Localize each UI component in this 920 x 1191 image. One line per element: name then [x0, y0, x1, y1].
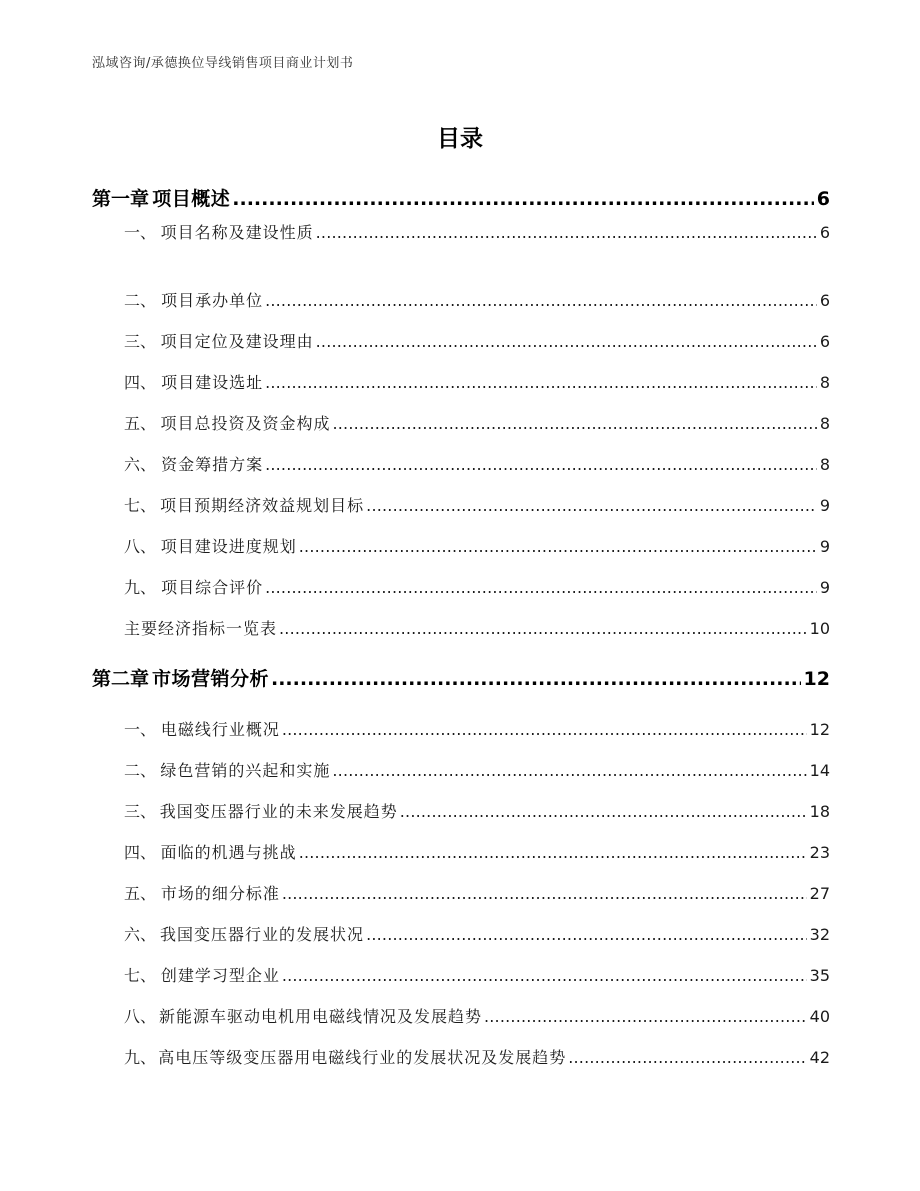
toc-page-number: 6 — [819, 332, 830, 351]
toc-label: 市场营销分析 — [151, 668, 269, 690]
toc-page-number: 6 — [819, 291, 830, 310]
toc-page-number: 12 — [803, 668, 830, 690]
toc-page-number: 8 — [819, 373, 830, 392]
toc-leader — [282, 884, 807, 903]
toc-label: 面临的机遇与挑战 — [160, 843, 297, 862]
toc-page-number: 9 — [819, 537, 830, 556]
toc-leader — [316, 223, 817, 242]
toc-page-number: 6 — [819, 223, 830, 242]
toc-number: 一、 — [124, 720, 157, 739]
toc-label: 市场的细分标准 — [160, 884, 280, 903]
toc-label: 项目建设进度规划 — [160, 537, 297, 556]
toc-page-number: 10 — [809, 619, 830, 638]
toc-leader — [484, 1007, 807, 1026]
toc-section[interactable] — [92, 534, 830, 557]
toc-leader — [265, 291, 817, 310]
toc-label: 新能源车驱动电机用电磁线情况及发展趋势 — [158, 1007, 482, 1026]
toc-page-number: 40 — [809, 1007, 830, 1026]
toc-section[interactable] — [92, 1045, 830, 1068]
toc-chapter-2[interactable] — [92, 664, 830, 691]
toc-leader — [366, 496, 817, 515]
toc-page-number: 23 — [809, 843, 830, 862]
toc-number: 六、 — [124, 455, 157, 474]
toc-leader — [316, 332, 817, 351]
toc-number: 九、 — [124, 1048, 157, 1067]
toc-label: 项目概述 — [152, 188, 231, 210]
toc-page-number: 9 — [819, 578, 830, 597]
toc-label: 项目定位及建设理由 — [160, 332, 314, 351]
toc-number: 九、 — [124, 578, 157, 597]
toc-number: 三、 — [124, 332, 157, 351]
toc-section[interactable] — [92, 799, 830, 822]
page-title: 目录 — [437, 126, 483, 152]
toc-number: 八、 — [124, 1007, 157, 1026]
toc-number: 四、 — [124, 843, 157, 862]
toc-section[interactable] — [92, 575, 830, 598]
toc-section[interactable] — [92, 493, 830, 516]
toc-leader — [299, 537, 817, 556]
toc-label: 电磁线行业概况 — [160, 720, 280, 739]
toc-page-number: 35 — [809, 966, 830, 985]
toc-page-number: 8 — [819, 414, 830, 433]
toc-label: 绿色营销的兴起和实施 — [160, 761, 331, 780]
toc-section[interactable] — [92, 840, 830, 863]
toc-label: 创建学习型企业 — [160, 966, 280, 985]
toc-section[interactable] — [92, 329, 830, 352]
toc-section[interactable] — [92, 220, 830, 243]
toc-leader — [332, 414, 816, 433]
toc-leader — [232, 188, 813, 210]
toc-number: 一、 — [124, 223, 157, 242]
toc-number: 第二章 — [92, 668, 150, 690]
toc-leader — [282, 966, 807, 985]
toc-page-number: 8 — [819, 455, 830, 474]
running-header: 泓域咨询/承德换位导线销售项目商业计划书 — [92, 56, 354, 71]
toc-label: 资金筹措方案 — [161, 455, 264, 474]
toc-label: 项目综合评价 — [161, 578, 264, 597]
toc-label: 项目名称及建设性质 — [160, 223, 314, 242]
toc-section[interactable] — [92, 370, 830, 393]
toc-number: 五、 — [124, 414, 157, 433]
toc-leader — [299, 843, 807, 862]
toc-page-number: 12 — [809, 720, 830, 739]
toc-label: 项目总投资及资金构成 — [160, 414, 331, 433]
toc-label: 项目预期经济效益规划目标 — [160, 496, 365, 515]
toc-leader — [279, 619, 807, 638]
toc-leader — [265, 373, 817, 392]
toc-label: 主要经济指标一览表 — [124, 619, 278, 638]
toc-section[interactable] — [92, 963, 830, 986]
toc-page-number: 32 — [809, 925, 830, 944]
toc-leader — [265, 455, 817, 474]
toc-section[interactable] — [92, 616, 830, 639]
toc-number: 八、 — [124, 537, 157, 556]
toc-page-number: 9 — [819, 496, 830, 515]
toc-number: 四、 — [124, 373, 157, 392]
toc-leader — [282, 720, 807, 739]
toc-page-number: 18 — [809, 802, 830, 821]
toc-number: 第一章 — [92, 188, 150, 210]
toc-section[interactable] — [92, 717, 830, 740]
toc-section[interactable] — [92, 411, 830, 434]
toc-section[interactable] — [92, 922, 830, 945]
toc-section[interactable] — [92, 288, 830, 311]
toc-section[interactable] — [92, 452, 830, 475]
toc-leader — [400, 802, 807, 821]
toc-page-number: 42 — [809, 1048, 830, 1067]
toc-page-number: 27 — [809, 884, 830, 903]
toc-page-number: 14 — [809, 761, 830, 780]
toc-page-number: 6 — [816, 188, 830, 210]
toc-number: 七、 — [124, 496, 157, 515]
toc-label: 我国变压器行业的发展状况 — [160, 925, 365, 944]
toc-label: 项目建设选址 — [161, 373, 264, 392]
toc-section[interactable] — [92, 758, 830, 781]
toc-label: 我国变压器行业的未来发展趋势 — [159, 802, 398, 821]
toc-leader — [332, 761, 806, 780]
toc-number: 二、 — [124, 291, 157, 310]
toc-leader — [366, 925, 807, 944]
toc-number: 二、 — [124, 761, 157, 780]
toc-section[interactable] — [92, 1004, 830, 1027]
toc-section[interactable] — [92, 881, 830, 904]
toc-number: 三、 — [124, 802, 157, 821]
toc-number: 五、 — [124, 884, 157, 903]
toc-label: 高电压等级变压器用电磁线行业的发展状况及发展趋势 — [158, 1048, 567, 1067]
header-divider — [88, 80, 832, 81]
toc-number: 六、 — [124, 925, 157, 944]
toc-number: 七、 — [124, 966, 157, 985]
toc-leader — [265, 578, 817, 597]
toc-label: 项目承办单位 — [161, 291, 264, 310]
toc-leader — [568, 1048, 806, 1067]
toc-chapter-1[interactable] — [92, 184, 830, 211]
toc-leader — [271, 668, 801, 690]
